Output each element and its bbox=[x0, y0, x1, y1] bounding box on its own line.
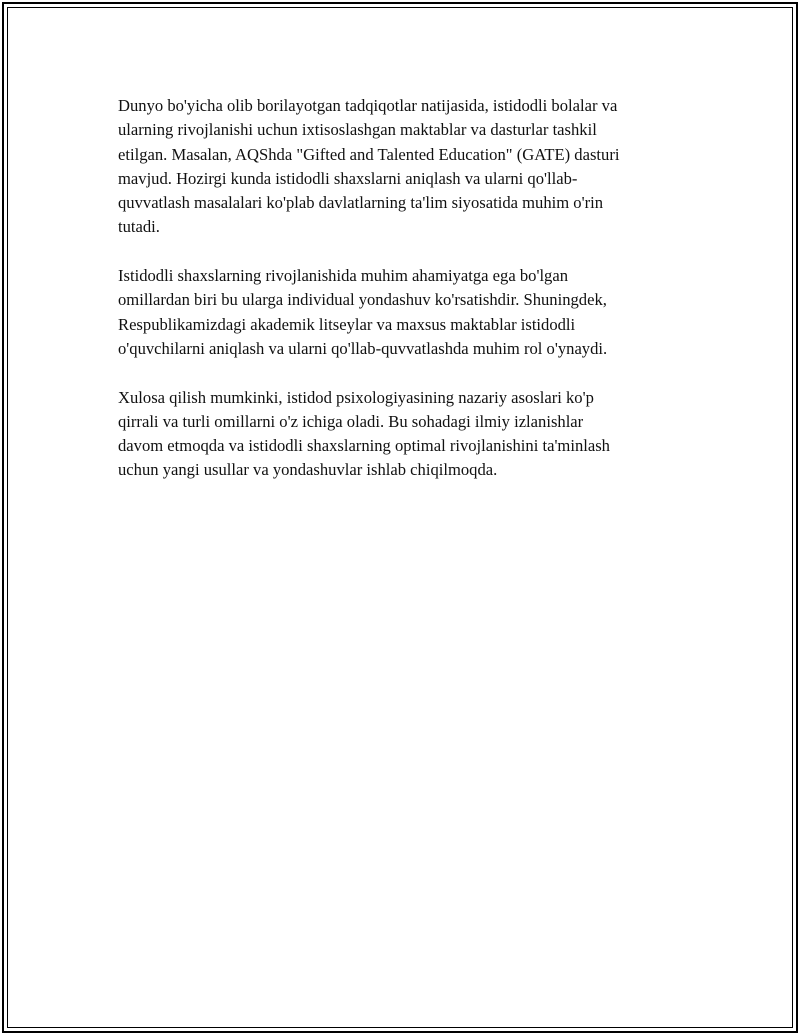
paragraph-gate-programs: Dunyo bo'yicha olib borilayotgan tadqiqotlar natijasida, istidodli bolalar va ularning rivojlanishi uchun ixtisoslashgan maktablar va dasturlar tashkil etilgan. Masalan, AQShda "Gifted and Talented Education" (GATE) dasturi mavjud. Hozirgi kunda istidodli shaxslarni aniqlash va ularni qo'llab- quvvatlash masalalari ko'plab davlatlarning ta'lim siyosatida muhim o'rin tutadi. bbox=[118, 96, 620, 237]
paragraph-individual-approach: Istidodli shaxslarning rivojlanishida muhim ahamiyatga ega bo'lgan omillardan biri bu ularga individual yondashuv ko'rsatishdir. Shuningdek, Respublikamizdagi akademik litseylar va maxsus maktablar istidodli o'quvchilarni aniqlash va ularni qo'llab-quvvatlashda muhim rol o'ynaydi. bbox=[118, 266, 608, 358]
paragraph-conclusion: Xulosa qilish mumkinki, istidod psixologiyasining nazariy asoslari ko'p qirrali va turli omillarni o'z ichiga oladi. Bu sohadagi ilmiy izlanishlar davom etmoqda va istidodli shaxslarning optimal rivojlanishini ta'minlash uchun yangi usullar va yondashuvlar ishlab chiqilmoqda. bbox=[118, 387, 610, 480]
document-body bbox=[118, 94, 698, 507]
